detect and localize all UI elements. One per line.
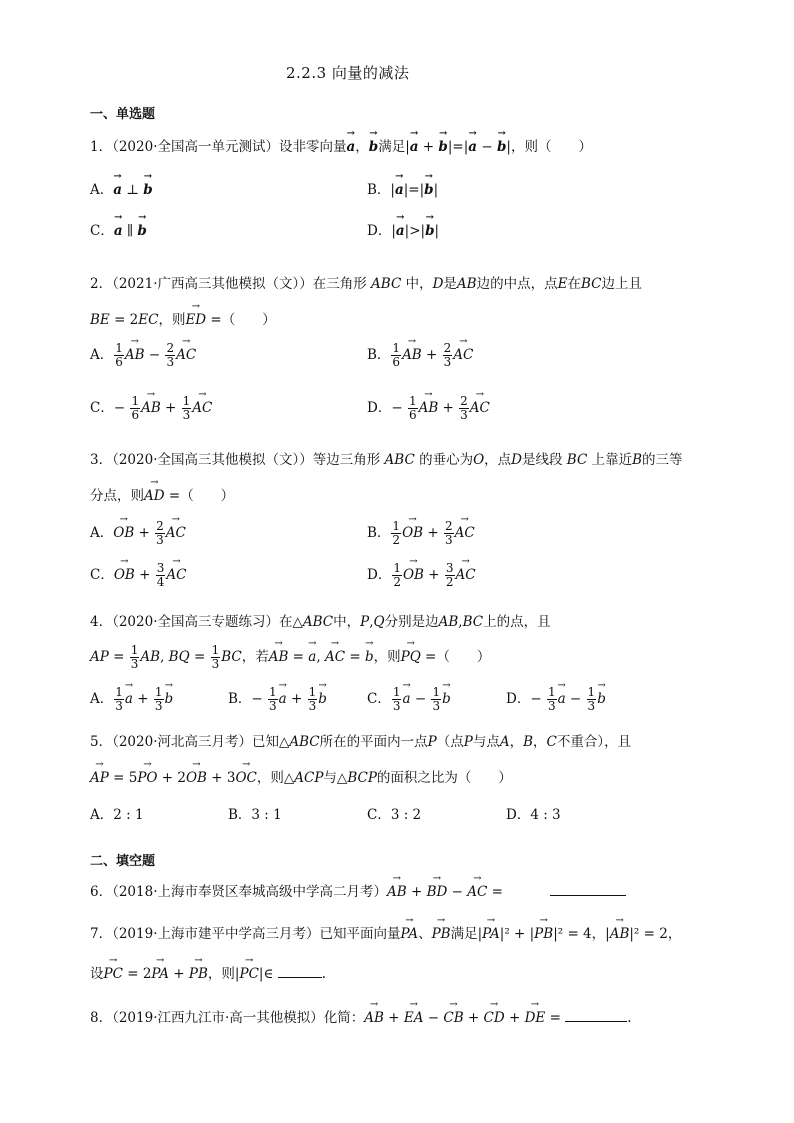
option-label: D．	[367, 223, 392, 239]
q2-text: 是	[443, 276, 457, 292]
q5-text: 与	[323, 770, 337, 786]
q7-text: ，则	[207, 966, 235, 982]
q3-text: ，点	[484, 452, 512, 468]
answer-blank[interactable]	[565, 1007, 627, 1022]
question-4-stem-line2: AP = $\frac{1}{3}$ AB, BQ = $\frac{1}{3}$ BC，若→ AB = → a, → AC = → b，则→ PQ =（ ）	[90, 644, 490, 671]
q2-option-d[interactable]: D．− $\frac{1}{6}$ → AB + $\frac{2}{3}$ → AC	[367, 395, 490, 422]
q4-option-c[interactable]: C． $\frac{1}{3}$ → a − $\frac{1}{3}$ → b	[367, 686, 451, 713]
q1-option-b[interactable]: B．|→ a|=|→ b|	[367, 178, 438, 198]
q4-text: 分别是边	[384, 614, 439, 630]
q1-option-c[interactable]: C．→ a ∥ → b	[90, 219, 147, 239]
q3-option-a[interactable]: A．→ OB + $\frac{2}{3}$ → AC	[90, 520, 186, 547]
question-5-stem-line2: → AP = 5→ PO + 2→ OB + 3→ OC，则△ACP与△BCP的面积之比为（ ）	[90, 766, 512, 786]
q3-text: 分点，则	[90, 488, 144, 504]
question-5-stem-line1: 5．（2020·河北高三月考）已知△ABC所在的平面内一点P（点P与点A，B，C不重合），且	[90, 734, 632, 750]
q5-text: 5．（2020·河北高三月考）已知	[90, 734, 279, 750]
q2-text: 边上且	[601, 276, 642, 292]
question-1-stem: 1．（2020·全国高一单元测试）设非零向量→ a，→ b满足|→ a + → b|=|→ a − → b|，则（ ）	[90, 135, 592, 155]
q8-text: 8．（2019·江西九江市·高一其他模拟）化简：	[90, 1010, 365, 1026]
q4-text: ，则	[373, 649, 401, 665]
q4-option-a[interactable]: A． $\frac{1}{3}$ → a + $\frac{1}{3}$ → b	[90, 686, 173, 713]
q3-text: 是线段	[522, 452, 563, 468]
q5-text: 不重合），且	[556, 734, 632, 750]
q1-option-a[interactable]: A．→ a ⊥ → b	[90, 178, 153, 198]
q1-text: 满足|	[378, 139, 410, 155]
q3-text: 的垂心为	[419, 452, 474, 468]
q7-text: 满足	[450, 926, 478, 942]
q1-text: |，则（ ）	[506, 139, 592, 155]
question-4-stem-line1: 4．（2020·全国高三专题练习）在△ABC中，P,Q分别是边AB,BC上的点，且	[90, 614, 551, 630]
q1-text: |=|	[447, 139, 469, 155]
q2-text: 边的中点，点	[476, 276, 558, 292]
q3-option-d[interactable]: D． $\frac{1}{2}$ → OB + $\frac{3}{2}$ → AC	[367, 562, 476, 589]
q2-option-a[interactable]: A． $\frac{1}{6}$ → AB − $\frac{2}{3}$ → AC	[90, 342, 196, 369]
q5-option-c[interactable]: C．3 : 2	[367, 807, 422, 823]
q7-text: 设	[90, 966, 104, 982]
q3-option-b[interactable]: B． $\frac{1}{2}$ → OB + $\frac{2}{3}$ → AC	[367, 520, 475, 547]
q1-text: 1．（2020·全国高一单元测试）设非零向量	[90, 139, 347, 155]
option-label: C．	[90, 223, 114, 239]
q4-text: 上的点，且	[483, 614, 551, 630]
question-7-stem-line2: 设→ PC = 2→ PA + → PB，则|→ PC|∈ .	[90, 962, 326, 982]
q5-text: （点	[436, 734, 464, 750]
q5-text: 所在的平面内一点	[319, 734, 428, 750]
question-2-stem-line1: 2．（2021·广西高三其他模拟（文））在三角形 ABC 中，D是AB边的中点，点E在BC边上且	[90, 276, 642, 292]
q5-text: ，则△	[256, 770, 295, 786]
q2-option-c[interactable]: C．− $\frac{1}{6}$ → AB + $\frac{1}{3}$ → AC	[90, 395, 212, 422]
q2-text: 2．（2021·广西高三其他模拟（文））在三角形	[90, 276, 367, 292]
section-heading-fill-in: 二、填空题	[90, 854, 156, 869]
q3-text: 上靠近	[591, 452, 633, 468]
question-3-stem-line2: 分点，则→ AD =（ ）	[90, 484, 234, 504]
q2-text: （ ）	[221, 312, 276, 328]
q7-text: 、	[418, 926, 432, 942]
question-8-stem: 8．（2019·江西九江市·高一其他模拟）化简：→ AB + → EA − → CB + → CD + → DE = .	[90, 1006, 631, 1026]
question-6-stem: 6．（2018·上海市奉贤区奉城高级中学高二月考）→ AB + → BD − → AC =	[90, 880, 626, 900]
q5-text: 与点	[472, 734, 500, 750]
q4-text: （ ）	[436, 649, 491, 665]
q7-text: ∈	[263, 966, 274, 982]
question-2-stem-line2: BE = 2EC，则→ ED =（ ）	[90, 308, 276, 328]
q5-text: 的面积之比为（ ）	[376, 770, 512, 786]
q3-option-c[interactable]: C．→ OB + $\frac{3}{4}$ → AC	[90, 562, 186, 589]
question-7-stem-line1: 7．（2019·上海市建平中学高三月考）已知平面向量→ PA、→ PB满足|→ PA|² + |→ PB|² = 4，|→ AB|² = 2，	[90, 922, 681, 942]
q5-option-a[interactable]: A．2 : 1	[90, 807, 144, 823]
q2-text: 在	[567, 276, 581, 292]
q5-option-d[interactable]: D．4 : 3	[506, 807, 561, 823]
q4-option-b[interactable]: B．− $\frac{1}{3}$ → a + $\frac{1}{3}$ → b	[228, 686, 327, 713]
q2-text: 中，	[405, 276, 433, 292]
q7-text: 7．（2019·上海市建平中学高三月考）已知平面向量	[90, 926, 401, 942]
option-label: A．	[90, 182, 114, 198]
answer-blank[interactable]	[278, 963, 322, 978]
q7-text: ，|	[591, 926, 610, 942]
q3-text: 的三等	[642, 452, 683, 468]
q4-text: 中，	[333, 614, 361, 630]
option-label: B．	[367, 182, 391, 198]
q5-option-b[interactable]: B．3 : 1	[228, 807, 282, 823]
q1-option-d[interactable]: D．|→ a|>|→ b|	[367, 219, 439, 239]
q4-option-d[interactable]: D．− $\frac{1}{3}$ → a − $\frac{1}{3}$ → b	[506, 686, 606, 713]
section-heading-single-choice: 一、单选题	[90, 107, 156, 122]
answer-blank[interactable]	[550, 881, 626, 896]
q3-text: （ ）	[180, 488, 235, 504]
q2-option-b[interactable]: B． $\frac{1}{6}$ → AB + $\frac{2}{3}$ → AC	[367, 342, 473, 369]
q4-text: ，若	[241, 649, 269, 665]
q6-text: 6．（2018·上海市奉贤区奉城高级中学高二月考）	[90, 884, 387, 900]
question-3-stem-line1: 3．（2020·全国高三其他模拟（文））等边三角形 ABC 的垂心为O，点D是线段 BC 上靠近B的三等	[90, 452, 683, 468]
q3-text: 3．（2020·全国高三其他模拟（文））等边三角形	[90, 452, 381, 468]
page-title: 2.2.3 向量的减法	[286, 64, 410, 82]
q4-text: 4．（2020·全国高三专题练习）在	[90, 614, 293, 630]
q2-text: ，则	[158, 312, 186, 328]
